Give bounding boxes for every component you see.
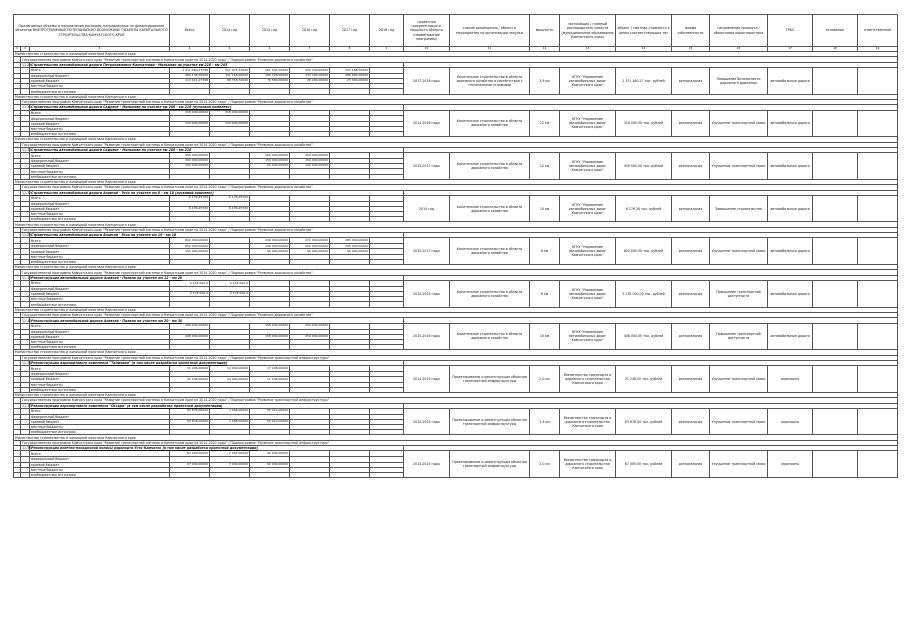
funding-source-label: федеральный бюджет (30, 201, 170, 206)
project-period: 2014 год (404, 195, 450, 222)
amount-cell: 158 000,00000 (250, 334, 290, 339)
amount-cell: 23 300,00000 (330, 79, 370, 84)
project-grbs: автомобильные дороги (768, 110, 813, 137)
funding-source-label: краевой бюджет (30, 121, 170, 126)
funding-source-label: федеральный бюджет (30, 244, 170, 249)
program-label: Государственная программа Камчатского края "Развитие транспортной системы в Камчатском крае на 2014-2020 годы" / Подпрограмма "Развитие дорожного хозяйства" (21, 227, 898, 232)
funding-source-label: Всего (30, 195, 170, 201)
amount-cell: 14 000,00000 (210, 377, 250, 382)
project-ownership: региональная (672, 281, 710, 308)
project-estimate: 2 178 000,00 тыс. рублей (616, 281, 672, 308)
amount-cell: 56 410,00000 (250, 419, 290, 424)
amount-cell: 235 000,00000 (330, 244, 370, 249)
amount-cell: 7 000,00000 (210, 451, 250, 457)
col-number: 14 (616, 47, 672, 52)
project-placement: Проектирование и реконструкция объектов транспортной инфраструктуры (450, 451, 530, 478)
project-placement: Проектирование и реконструкция объектов транспортной инфраструктуры (450, 366, 530, 393)
col-number: 12 (530, 47, 560, 52)
project-grbs: аэропорты (768, 451, 813, 478)
program-label: Государственная программа Камчатского края "Развитие транспортной системы в Камчатском крае на 2014-2020 годы" / Подпрограмма "Развитие дорожного хозяйства" (21, 57, 898, 62)
funding-source-label: Всего (30, 323, 170, 329)
amount-cell: 250 000,00000 (290, 323, 330, 329)
header-project-docs: проектная документация и мощность объекта (наименование программы) (404, 15, 450, 47)
project-capacity: 3,9 км (530, 67, 560, 94)
project-direction: Улучшение транспортной связи (710, 153, 768, 180)
project-direction: Завершение строительства (710, 195, 768, 222)
funding-source-label: Всего (30, 153, 170, 159)
header-2017: 2017 год (330, 15, 370, 47)
col-number: 19 (858, 47, 898, 52)
amount-cell: 63 878,00000 (170, 408, 210, 414)
amount-cell: 460 138,00000 (170, 73, 210, 78)
funding-source-label: местные бюджеты (30, 212, 170, 217)
capital-construction-table (13, 14, 898, 478)
funding-source-label: внебюджетные источники (30, 302, 170, 307)
program-label: Государственная программа Камчатского края "Развитие транспортной системы в Камчатском крае на 2014-2020 годы" / Подпрограмма "Развитие транспортной инфраструктуры" (21, 398, 898, 403)
project-name: Строительство автомобильной дороги Анавгай - Эссо на участке км 10 - км 18 (30, 233, 404, 238)
project-period: 2017-2018 годы (404, 67, 450, 94)
project-capacity: 12 км (530, 153, 560, 180)
project-code: 11.30 (22, 105, 32, 110)
col-number: 5 (210, 47, 250, 52)
project-period: 2014-2015 годы (404, 366, 450, 393)
amount-cell: 2 178 000,0 (210, 281, 250, 287)
project-period: 2015-2017 годы (404, 238, 450, 265)
project-capacity: 8 км (530, 238, 560, 265)
funding-source-label: местные бюджеты (30, 169, 170, 174)
amount-cell: 652 000,00000 (170, 244, 210, 249)
project-ownership: региональная (672, 195, 710, 222)
project-developer: КГКУ "Управление автомобильных дорог Камчатского края" (560, 153, 616, 180)
funding-source-label: местные бюджеты (30, 297, 170, 302)
col-number: 6 (250, 47, 290, 52)
header-2014: 2014 год (210, 15, 250, 47)
project-placement: Капитальное строительство в области дорожного хозяйства (450, 153, 530, 180)
funding-source-label: краевой бюджет (30, 79, 170, 84)
amount-cell (250, 472, 290, 477)
amount-cell: 50 000,00000 (290, 249, 330, 254)
amount-cell: 7 000,00000 (210, 462, 250, 467)
amount-cell: 17 248,00000 (250, 377, 290, 382)
amount-cell: 318 000,00000 (170, 121, 210, 126)
amount-cell: 60 000,00000 (250, 462, 290, 467)
funding-source-label: внебюджетные источники (30, 387, 170, 392)
program-label: Государственная программа Камчатского края "Развитие транспортной системы в Камчатском крае на 2014-2020 годы" / Подпрограмма "Развитие транспортной инфраструктуры" (21, 355, 898, 360)
amount-cell: 150 000,00000 (170, 249, 210, 254)
header-developer: застройщик / главный распорядитель средств (муниципальное образование Камчатского края) (560, 15, 616, 47)
header-basis: основание (813, 15, 858, 47)
col-number: 11 (450, 47, 530, 52)
amount-cell: 98 318,74000 (210, 79, 250, 84)
project-estimate: 63 878,00 тыс. рублей (616, 408, 672, 435)
funding-source-label: местные бюджеты (30, 425, 170, 430)
project-name: Строительство автомобильной дороги Петропавловск-Камчатский - Мильково на участке км 216 - км 243 (30, 62, 404, 67)
project-placement: Капитальное строительство в области дорожного хозяйства (450, 281, 530, 308)
project-name: Строительство автомобильной дороги Анавгай - Эссо на участке км 0 - км 10 (пусковой комплекс) (30, 190, 404, 195)
header-direction: направление прироста / объектовая характеристика (710, 15, 768, 47)
amount-cell: 261 502,00000 (250, 67, 290, 73)
funding-source-label: краевой бюджет (30, 377, 170, 382)
project-developer: КГКУ "Управление автомобильных дорог Камчатского края" (560, 323, 616, 350)
funding-source-label: федеральный бюджет (30, 414, 170, 419)
project-period: 2015-2016 годы (404, 323, 450, 350)
project-name: Реконструкция автомобильной дороги Анавгай - Палана на участке км 12 - км 20 (30, 275, 404, 280)
col-number: 9 (370, 47, 404, 52)
col-number: 1 (14, 47, 21, 52)
funding-source-label: внебюджетные источники (30, 430, 170, 435)
program-label: Государственная программа Камчатского края "Развитие транспортной системы в Камчатском крае на 2014-2020 годы" / Подпрограмма "Развитие дорожного хозяйства" (21, 100, 898, 105)
amount-cell: 158 000,00000 (250, 323, 290, 329)
project-estimate: 67 000,00 тыс. рублей (616, 451, 672, 478)
col-number: 4 (170, 47, 210, 52)
header-row (14, 15, 898, 47)
funding-source-label: местные бюджеты (30, 467, 170, 472)
amount-cell: 26 200,00000 (290, 79, 330, 84)
amount-cell: 318 000,00000 (170, 110, 210, 116)
project-grbs: автомобильные дороги (768, 67, 813, 94)
header-ownership: форма собственности (672, 15, 710, 47)
col-number: 10 (404, 47, 450, 52)
header-2015: 2015 год (250, 15, 290, 47)
amount-cell: 246 000,00000 (250, 238, 290, 244)
amount-cell: 67 000,00000 (170, 451, 210, 457)
amount-cell: 14 000,00000 (210, 366, 250, 372)
project-ownership: региональная (672, 110, 710, 137)
project-period: 2014-2016 годы (404, 110, 450, 137)
amount-cell: 7 468,00000 (210, 408, 250, 414)
amount-cell: 60 000,00000 (250, 451, 290, 457)
funding-source-label: краевой бюджет (30, 419, 170, 424)
project-direction: Улучшение транспортной связи (710, 408, 768, 435)
project-estimate: 1 311 460,27 тыс. рублей (616, 67, 672, 94)
project-ownership: региональная (672, 153, 710, 180)
project-direction: Улучшение транспортной связи (710, 110, 768, 137)
project-estimate: 408 000,00 тыс. рублей (616, 323, 672, 350)
project-code: 11.32 (22, 190, 32, 195)
funding-source-label: внебюджетные источники (30, 174, 170, 179)
amount-cell: 802 000,00000 (170, 238, 210, 244)
project-name: Строительство автомобильной дороги Садовое - Мильково на участке км 206 - км 218 (30, 148, 404, 153)
project-developer: КГКУ "Управление автомобильных дорог Камчатского края" (560, 238, 616, 265)
project-code: 11.37 (22, 403, 32, 408)
ministry-label: Министерство строительства и жилищной политики Камчатского края (14, 392, 898, 397)
project-developer: Министерство транспорта и дорожного строительства Камчатского края (560, 451, 616, 478)
project-ownership: региональная (672, 238, 710, 265)
project-developer: Министерство транспорта и дорожного строительства Камчатского края (560, 408, 616, 435)
project-grbs: автомобильные дороги (768, 238, 813, 265)
program-label: Государственная программа Камчатского края "Развитие транспортной системы в Камчатском крае на 2014-2020 годы" / Подпрограмма "Развитие транспортной инфраструктуры" (21, 440, 898, 445)
project-period: 2014-2015 годы (404, 281, 450, 308)
project-direction: Повышение безопасности дорожного движения (710, 67, 768, 94)
amount-cell: 100 000,00000 (290, 164, 330, 169)
amount-cell: 76 580,00000 (250, 79, 290, 84)
header-2018: 2018 год (370, 15, 404, 47)
amount-cell: 200 000,00000 (250, 153, 290, 159)
project-direction: Улучшение транспортной связи (710, 238, 768, 265)
project-grbs: автомобильные дороги (768, 323, 813, 350)
funding-source-label: Всего (30, 110, 170, 116)
project-capacity: 10 км (530, 195, 560, 222)
amount-cell: 50 000,00000 (330, 249, 370, 254)
project-name: Реконструкция взлетно-посадочной полосы аэропорта Усть-Камчатск (в том числе разработка проектной документации) (30, 446, 404, 451)
ministry-label: Министерство строительства и жилищной политики Камчатского края (14, 435, 898, 440)
funding-source-label: местные бюджеты (30, 126, 170, 131)
amount-cell: 56 410,00000 (250, 408, 290, 414)
amount-cell: 250 000,00000 (290, 334, 330, 339)
amount-cell: 133 330,00000 (290, 73, 330, 78)
amount-cell: 63 878,00000 (170, 419, 210, 424)
funding-source-label: краевой бюджет (30, 206, 170, 211)
table-body (14, 52, 898, 478)
amount-cell: 6 176,25700 (210, 195, 250, 201)
amount-cell: 288 900,00000 (330, 73, 370, 78)
program-label: Государственная программа Камчатского края "Развитие транспортной системы в Камчатском крае на 2014-2020 годы" / Подпрограмма "Развитие дорожного хозяйства" (21, 142, 898, 147)
amount-cell: 285 000,00000 (330, 238, 370, 244)
amount-cell: 408 000,00000 (170, 334, 210, 339)
amount-cell: 300 000,00000 (170, 159, 210, 164)
funding-source-label: местные бюджеты (30, 339, 170, 344)
amount-cell: 271 000,00000 (290, 238, 330, 244)
project-ownership: региональная (672, 366, 710, 393)
funding-source-label: Всего (30, 281, 170, 287)
funding-source-label: внебюджетные источники (30, 132, 170, 137)
amount-cell (170, 472, 210, 477)
col-number: 18 (813, 47, 858, 52)
project-grbs: аэропорты (768, 366, 813, 393)
project-code: 11.29 (22, 62, 32, 67)
project-capacity: 8 км (530, 281, 560, 308)
funding-source-label: внебюджетные источники (30, 89, 170, 94)
project-estimate: 802 000,00 тыс. рублей (616, 238, 672, 265)
amount-cell: 6 176,25700 (170, 195, 210, 201)
amount-cell: 408 000,00000 (170, 323, 210, 329)
program-label: Государственная программа Камчатского края "Развитие транспортной системы в Камчатском крае на 2014-2020 годы" / Подпрограмма "Развитие дорожного хозяйства" (21, 270, 898, 275)
header-total: Всего (170, 15, 210, 47)
amount-cell: 1 211 460,27398 (170, 67, 210, 73)
project-developer: КГКУ "Управление автомобильных дорог Камчатского края" (560, 195, 616, 222)
funding-source-label: Всего (30, 408, 170, 414)
funding-source-label: федеральный бюджет (30, 159, 170, 164)
project-ownership: региональная (672, 451, 710, 478)
funding-source-label: внебюджетные источники (30, 345, 170, 350)
project-placement: Капитальное строительство в области дорожного хозяйства (450, 110, 530, 137)
project-capacity: 2,0 км (530, 451, 560, 478)
header-responsible: ответственный (858, 15, 898, 47)
funding-source-label: федеральный бюджет (30, 73, 170, 78)
amount-cell: 150 000,00000 (170, 164, 210, 169)
ministry-label: Министерство строительства и жилищной политики Камчатского края (14, 137, 898, 142)
project-code: 11.34 (22, 275, 32, 280)
project-estimate: 318 000,00 тыс. рублей (616, 110, 672, 137)
funding-source-label: федеральный бюджет (30, 286, 170, 291)
ministry-label: Министерство строительства и жилищной политики Камчатского края (14, 52, 898, 57)
ministry-label: Министерство строительства и жилищной политики Камчатского края (14, 179, 898, 184)
project-code: 11.31 (22, 148, 32, 153)
funding-source-label: Всего (30, 238, 170, 244)
amount-cell: 318 000,00000 (210, 121, 250, 126)
ministry-label: Министерство строительства и жилищной политики Камчатского края (14, 307, 898, 312)
funding-source-label: федеральный бюджет (30, 457, 170, 462)
amount-cell: 50 000,00000 (250, 249, 290, 254)
project-direction: Повышение транспортной доступности (710, 281, 768, 308)
project-direction: Повышение транспортной доступности (710, 323, 768, 350)
amount-cell: 67 000,00000 (170, 462, 210, 467)
amount-cell (210, 472, 250, 477)
col-number: 2 (21, 47, 30, 52)
funding-source-label: краевой бюджет (30, 249, 170, 254)
project-grbs: автомобильные дороги (768, 153, 813, 180)
amount-cell: 235 186,00000 (330, 67, 370, 73)
amount-cell: 2 178 000,0 (170, 292, 210, 297)
amount-cell (290, 472, 330, 477)
amount-cell: 113 011,27398 (170, 79, 210, 84)
project-name: Строительство автомобильной дороги Садовое - Мильково на участке км 206 - км 218 (пусковой комплекс) (30, 105, 404, 110)
amount-cell: 7 468,00000 (210, 419, 250, 424)
funding-source-label: местные бюджеты (30, 84, 170, 89)
amount-cell: 150 000,00000 (250, 159, 290, 164)
project-period: 2014-2015 годы (404, 451, 450, 478)
col-number: 15 (672, 47, 710, 52)
amount-cell: 250 330,00000 (290, 67, 330, 73)
funding-source-label: краевой бюджет (30, 334, 170, 339)
header-capacity: мощность (530, 15, 560, 47)
project-direction: Улучшение транспортной связи (710, 366, 768, 393)
project-name: Реконструкция автомобильной дороги Анавгай - Палана на участке км 20 - км 30 (30, 318, 404, 323)
project-developer: КГКУ "Управление автомобильных дорог Камчатского края" (560, 281, 616, 308)
col-number: 13 (560, 47, 616, 52)
funding-source-label: Всего (30, 366, 170, 372)
ministry-label: Министерство строительства и жилищной политики Камчатского края (14, 265, 898, 270)
amount-cell: 31 248,00000 (170, 366, 210, 372)
project-developer: КГКУ "Управление автомобильных дорог Камчатского края" (560, 110, 616, 137)
funding-source-label: Всего (30, 67, 170, 73)
funding-source-label: федеральный бюджет (30, 372, 170, 377)
funding-source-label: краевой бюджет (30, 292, 170, 297)
project-grbs: автомобильные дороги (768, 281, 813, 308)
project-name: Реконструкция аэропортового комплекса "Оссора" (в том числе разработка проектной документации) (30, 403, 404, 408)
project-capacity: 10 км (530, 323, 560, 350)
col-number: 16 (710, 47, 768, 52)
project-period: 2014-2015 годы (404, 408, 450, 435)
funding-source-label: федеральный бюджет (30, 116, 170, 121)
project-developer: Министерство транспорта и дорожного строительства Камчатского края (560, 366, 616, 393)
project-placement: Проектирование и реконструкция объектов транспортной инфраструктуры (450, 408, 530, 435)
header-2016: 2016 год (290, 15, 330, 47)
project-capacity: 2,0 км (530, 366, 560, 393)
project-developer: КГКУ "Управление автомобильных дорог Камчатского края" (560, 67, 616, 94)
amount-cell: 2 178 000,0 (170, 281, 210, 287)
header-placement: способ размещения / объект и мероприятия по организации закупки (450, 15, 530, 47)
header-estimate: объект / сметная стоимость в ценах соответствующих лет (616, 15, 672, 47)
project-estimate: 6 176,26 тыс. рублей (616, 195, 672, 222)
amount-cell: 6 176,25700 (170, 206, 210, 211)
project-ownership: региональная (672, 323, 710, 350)
amount-cell: 50 000,00000 (250, 164, 290, 169)
project-name: Реконструкция аэропортового комплекса "Тиличики" (в том числе разработка проектной документации) (30, 361, 404, 366)
amount-cell: 6 176,25700 (210, 206, 250, 211)
program-label: Государственная программа Камчатского края "Развитие транспортной системы в Камчатском крае на 2014-2020 годы" / Подпрограмма "Развитие дорожного хозяйства" (21, 185, 898, 190)
project-code: 11.33 (22, 233, 32, 238)
amount-cell: 450 000,00000 (170, 153, 210, 159)
col-number: 17 (768, 47, 813, 52)
amount-cell: 250 000,00000 (290, 153, 330, 159)
funding-source-label: краевой бюджет (30, 164, 170, 169)
project-grbs: аэропорты (768, 408, 813, 435)
project-ownership: региональная (672, 67, 710, 94)
amount-cell (330, 472, 370, 477)
program-label: Государственная программа Камчатского края "Развитие транспортной системы в Камчатском крае на 2014-2020 годы" / Подпрограмма "Развитие дорожного хозяйства" (21, 313, 898, 318)
project-direction: Улучшение транспортной связи (710, 451, 768, 478)
amount-cell: 31 248,00000 (170, 377, 210, 382)
project-placement: Капитальное строительство в области дорожного хозяйства (450, 238, 530, 265)
col-number: 8 (330, 47, 370, 52)
amount-cell: 221 000,00000 (290, 244, 330, 249)
funding-source-label: внебюджетные источники (30, 259, 170, 264)
header-grbs: ГРБС (768, 15, 813, 47)
amount-cell: 318 000,00000 (210, 110, 250, 116)
project-capacity: 12 км (530, 110, 560, 137)
project-code: 11.36 (22, 361, 32, 366)
amount-cell: 511 475,74000 (210, 67, 250, 73)
header-objects: Прилагаемые объемы и направления расходов, направленных на финансирование объектов ВНЕПРОГРАММНЫЕ ПОТЕНЦИАЛЬНО ВОЗМОЖНЫЕ ОБЪЕКТЫ КАПИТАЛЬНОГО СТРОИТЕЛЬСТВА КАМЧАТСКОГО КРАЯ (14, 15, 170, 47)
col-number: 7 (290, 47, 330, 52)
ministry-label: Министерство строительства и жилищной политики Камчатского края (14, 94, 898, 99)
funding-source-label: местные бюджеты (30, 382, 170, 387)
funding-source-label: краевой бюджет (30, 462, 170, 467)
col-number: 3 (30, 47, 170, 52)
amount-cell: 196 000,00000 (250, 244, 290, 249)
project-code: 11.38 (22, 446, 32, 451)
project-grbs: автомобильные дороги (768, 195, 813, 222)
amount-cell: 131 218,00000 (210, 73, 250, 78)
funding-source-label: местные бюджеты (30, 254, 170, 259)
funding-source-label: федеральный бюджет (30, 329, 170, 334)
funding-source-label: внебюджетные источники (30, 217, 170, 222)
funding-source-label: внебюджетные источники (30, 472, 170, 477)
project-ownership: региональная (672, 408, 710, 435)
project-code: 11.35 (22, 318, 32, 323)
project-period: 2015-2017 годы (404, 153, 450, 180)
amount-cell: 2 178 000,0 (210, 292, 250, 297)
project-estimate: 450 000,00 тыс. рублей (616, 153, 672, 180)
project-placement: Капитальное строительство в области дорожного хозяйства (450, 195, 530, 222)
amount-cell: 169 328,00000 (250, 73, 290, 78)
amount-cell: 150 000,00000 (290, 159, 330, 164)
project-placement: Капитальное строительство в области дорожного хозяйства (450, 323, 530, 350)
funding-source-label: Всего (30, 451, 170, 457)
project-placement: Капитальное строительство в области дорожного хозяйства в соответствии с техническими условиями (450, 67, 530, 94)
ministry-label: Министерство строительства и жилищной политики Камчатского края (14, 350, 898, 355)
amount-cell: 17 248,00000 (250, 366, 290, 372)
project-capacity: 1,4 км (530, 408, 560, 435)
ministry-label: Министерство строительства и жилищной политики Камчатского края (14, 222, 898, 227)
project-estimate: 31 248,00 тыс. рублей (616, 366, 672, 393)
